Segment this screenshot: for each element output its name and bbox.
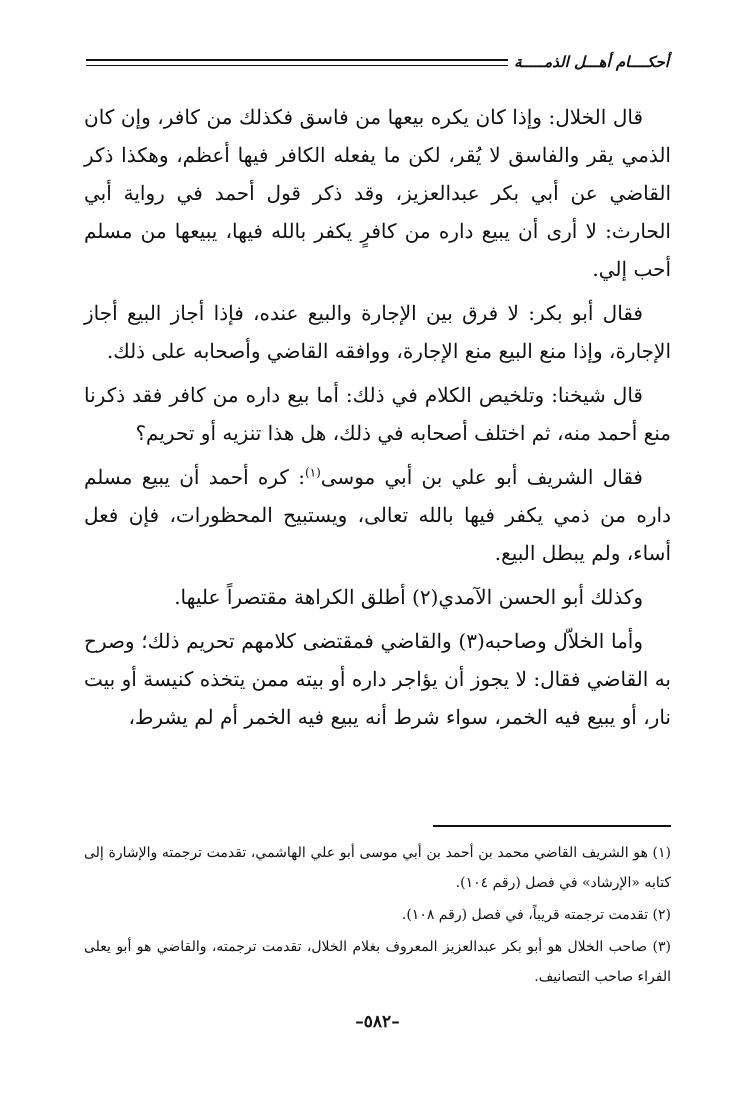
footnote-2: (٢) تقدمت ترجمته قريباً، في فصل (رقم ١٠٨). bbox=[401, 907, 671, 923]
footnote-ref-1: (١) bbox=[304, 465, 321, 480]
page-number: –٥٨٢– bbox=[355, 1012, 400, 1032]
running-header bbox=[86, 50, 669, 74]
running-header-title: أحكــــام أهـــل الذمـــــة bbox=[514, 52, 669, 71]
footnotes bbox=[84, 838, 671, 994]
paragraph-5: وأما الخلاّل وصاحبه(٣) والقاضي فمقتضى كلامهم تحريم ذلك؛ وصرح به القاضي فقال: لا يجوز أن يؤاجر داره أو بيته ممن يتخذه كنيسة أو بيت نار، أو يبيع فيه الخمر، سواء شرط أنه يبيع فيه الخمر أم لم يشرط، bbox=[84, 629, 671, 729]
main-text bbox=[84, 98, 671, 742]
paragraph-3-continued bbox=[84, 458, 671, 572]
paragraph-3: قال شيخنا: وتلخيص الكلام في ذلك: أما بيع داره من كافر فقد ذكرنا منع أحمد منه، ثم اختلف أصحابه في ذلك، هل هذا تنزيه أو تحريم؟ bbox=[84, 383, 671, 445]
paragraph-4: وكذلك أبو الحسن الآمدي(٢) أطلق الكراهة مقتصراً عليها. bbox=[174, 585, 643, 609]
paragraph-2: فقال أبو بكر: لا فرق بين الإجارة والبيع عنده، فإذا أجاز البيع أجاز الإجارة، وإذا منع البيع منع الإجارة، ووافقه القاضي وأصحابه على ذلك. bbox=[84, 301, 671, 363]
footnote-3: (٣) صاحب الخلال هو أبو بكر عبدالعزيز المعروف بغلام الخلال، تقدمت ترجمته، والقاضي هو أبو يعلى الفراء صاحب التصانيف. bbox=[84, 939, 671, 985]
header-rule bbox=[86, 59, 508, 66]
footnote-separator bbox=[433, 825, 671, 827]
paragraph-3-continued-start: فقال الشريف أبو علي بن أبي موسى bbox=[320, 465, 643, 489]
paragraph-1: قال الخلال: وإذا كان يكره بيعها من فاسق فكذلك من كافر، وإن كان الذمي يقر والفاسق لا يُقر، لكن ما يفعله الكافر فيها أعظم، وهكذا ذكر القاضي عن أبي بكر عبدالعزيز، وقد ذكر قول أحمد في رواية أبي الحارث: لا أرى أن يبيع داره من كافرٍ يكفر بالله فيها، يبيعها من مسلم أحب إلي. bbox=[84, 105, 671, 281]
footnote-1: (١) هو الشريف القاضي محمد بن أحمد بن أبي موسى أبو علي الهاشمي، تقدمت ترجمته والإشارة إلى كتابه «الإرشاد» في فصل (رقم ١٠٤). bbox=[84, 845, 671, 891]
paragraph-3-continued-end: : كره أحمد أن يبيع مسلم داره من ذمي يكفر فيها بالله تعالى، ويستبيح المحظورات، فإن فعل أساء، ولم يبطل البيع. bbox=[84, 465, 671, 565]
